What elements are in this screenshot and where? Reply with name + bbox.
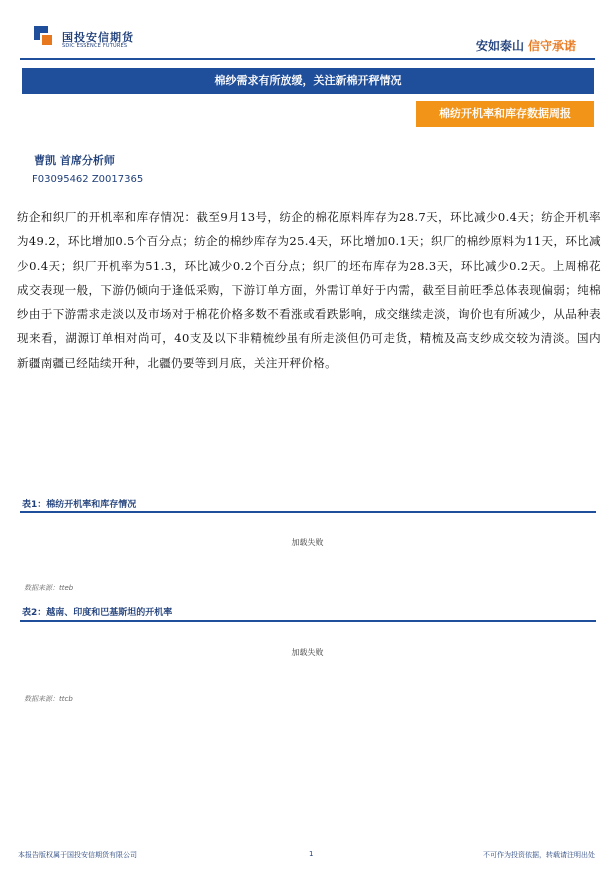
table-1-source: 数据来源：tteb <box>24 584 74 592</box>
footer-copyright: 本报告版权属于国投安信期货有限公司 <box>18 851 137 859</box>
author-name: 曹凯 首席分析师 <box>34 154 115 167</box>
table-2-placeholder: 加载失败 <box>291 648 324 657</box>
slogan-part1: 安如泰山 <box>475 39 524 53</box>
table-2-divider <box>20 620 596 622</box>
footer-disclaimer: 不可作为投资依据，转载请注明出处 <box>483 851 595 859</box>
slogan <box>476 37 576 54</box>
report-title: 棉纱需求有所放缓，关注新棉开秤情况 <box>22 68 594 94</box>
table-1-placeholder: 加载失败 <box>291 538 324 547</box>
page-number: 1 <box>309 850 314 858</box>
logo-name-en: SDIC ESSENCE FUTURES <box>62 43 128 49</box>
page-header <box>0 0 615 62</box>
company-logo-icon <box>34 26 59 48</box>
table-2-source: 数据来源：ttcb <box>24 695 73 703</box>
slogan-part2: 信守承诺 <box>527 39 576 53</box>
header-divider <box>20 58 595 60</box>
author-codes: F03095462 Z0017365 <box>32 174 144 185</box>
table-1-title: 表1：棉纺开机率和库存情况 <box>22 500 137 510</box>
logo-name-cn: 国投安信期货 <box>62 31 134 44</box>
report-tag: 棉纺开机率和库存数据周报 <box>416 101 594 127</box>
table-1-divider <box>20 511 596 513</box>
table-2-title: 表2：越南、印度和巴基斯坦的开机率 <box>22 608 173 618</box>
body-paragraph: 纺企和织厂的开机率和库存情况：截至9月13号，纺企的棉花原料库存为28.7天，环比减少0.4天；纺企开机率为49.2，环比增加0.5个百分点；纺企的棉纱库存为25.4天，环比增加0.1天；织厂的棉纱原料为11天，环比减少0.4天；织厂开机率为51.3，环比减少0.2个百分点；织厂的坯布库存为28.3天，环比减少0.2天。上周棉花成交表现一般，下游仍倾向于逢低采购，下游订单方面，外需订单好于内需，截至目前旺季总体表现偏弱；纯棉纱由于下游需求走淡以及市场对于棉花价格多数不看涨或看跌影响，成交继续走淡，询价也有所减少，从品种表现来看，湖源订单相对尚可，40支及以下非精梳纱虽有所走淡但仍可走货，精梳及高支纱成交较为清淡。国内新疆南疆已经陆续开种，北疆仍要等到月底，关注开秤价格。 <box>17 210 601 370</box>
